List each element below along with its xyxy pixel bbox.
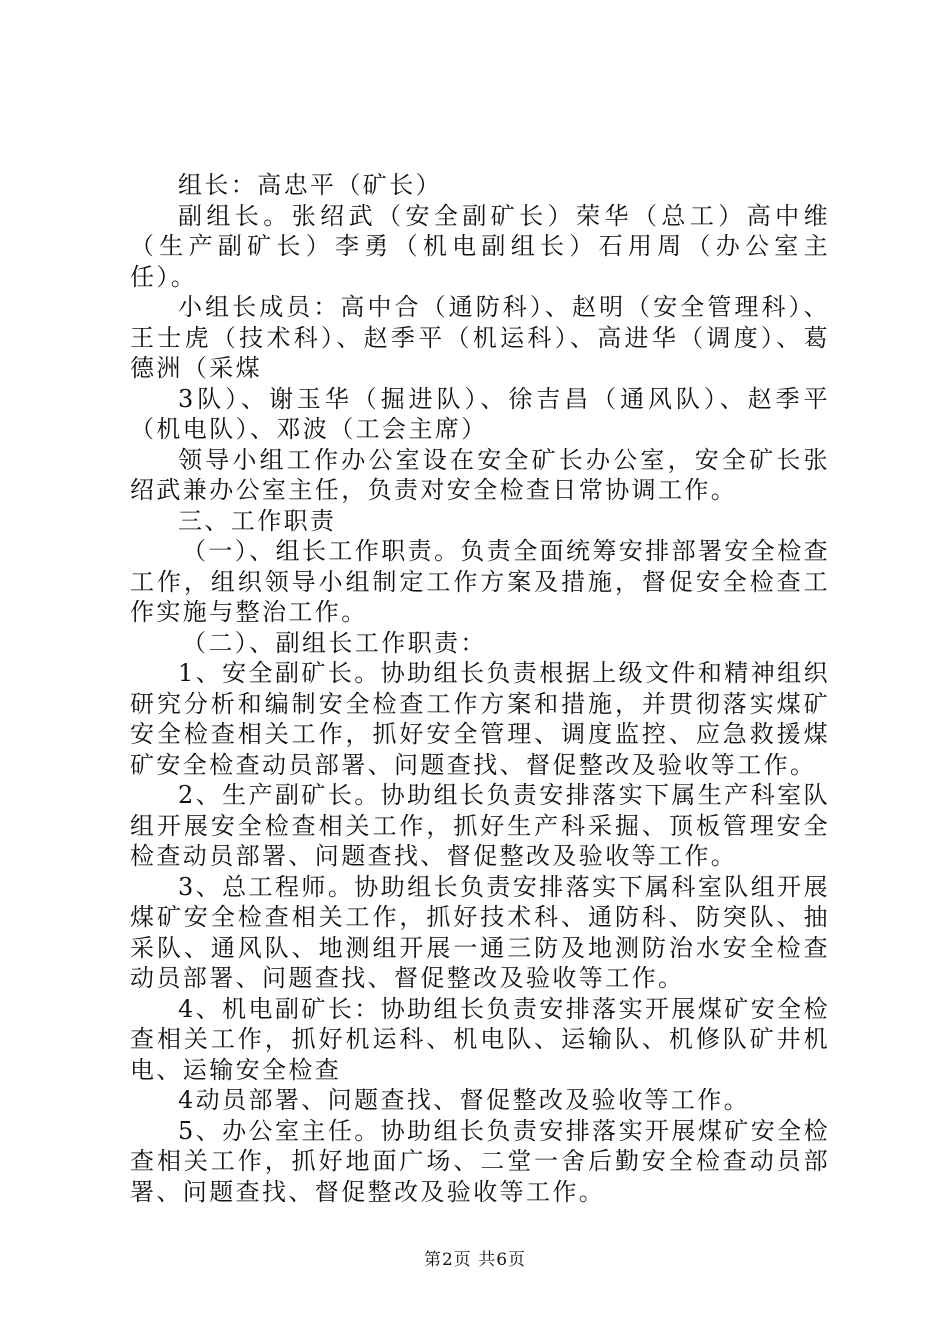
subheading-deputy-duties: （二）、副组长工作职责：: [182, 628, 487, 657]
paragraph-office: 领导小组工作办公室设在安全矿长办公室，安全矿长张绍武兼办公室主任，负责对安全检查日常协调工作。: [130, 445, 830, 504]
paragraph-duty-5: 5、办公室主任。协助组长负责安排落实开展煤矿安全检查相关工作，抓好地面广场、二堂一舍后勤安全检查动员部署、问题查找、督促整改及验收等工作。: [130, 1116, 830, 1206]
paragraph-duty-4-continued: 4动员部署、问题查找、督促整改及验收等工作。: [178, 1086, 751, 1114]
paragraph-members: 小组长成员：高中合（通防科）、赵明（安全管理科）、王士虎（技术科）、赵季平（机运科）、高进华（调度）、葛德洲（采煤: [130, 293, 830, 382]
paragraph-members-continued: 3队）、谢玉华（掘进队）、徐吉昌（通风队）、赵季平（机电队）、邓波（工会主席）: [130, 384, 830, 443]
section-heading-duties: 三、工作职责: [178, 506, 337, 535]
paragraph-leader-duties: （一）、组长工作职责。负责全面统筹安排部署安全检查工作，组织领导小组制定工作方案及措施，督促安全检查工作实施与整治工作。: [130, 537, 830, 626]
paragraph-leader: 组长：高忠平（矿长）: [178, 171, 442, 199]
paragraph-duty-4: 4、机电副矿长：协助组长负责安排落实开展煤矿安全检查相关工作，抓好机运科、机电队、运输队、机修队矿井机电、运输安全检查: [130, 994, 830, 1084]
paragraph-duty-1: 1、安全副矿长。协助组长负责根据上级文件和精神组织研究分析和编制安全检查工作方案和措施，并贯彻落实煤矿安全检查相关工作，抓好安全管理、调度监控、应急救援煤矿安全检查动员部署、问题查找、督促整改及验收等工作。: [130, 659, 830, 779]
paragraph-duty-3: 3、总工程师。协助组长负责安排落实下属科室队组开展煤矿安全检查相关工作，抓好技术科、通防科、防突队、抽采队、通风队、地测组开展一通三防及地测防治水安全检查动员部署、问题查找、督促整改及验收等工作。: [130, 872, 830, 992]
page-number: 第2页 共6页: [423, 1250, 527, 1270]
document-body: [130, 170, 830, 1207]
paragraph-deputy-leaders: 副组长。张绍武（安全副矿长）荣华（总工）高中维（生产副矿长）李勇（机电副组长）石用周（办公室主任）。: [130, 201, 830, 291]
paragraph-duty-2: 2、生产副矿长。协助组长负责安排落实下属生产科室队组开展安全检查相关工作，抓好生产科采掘、顶板管理安全检查动员部署、问题查找、督促整改及验收等工作。: [130, 781, 830, 870]
